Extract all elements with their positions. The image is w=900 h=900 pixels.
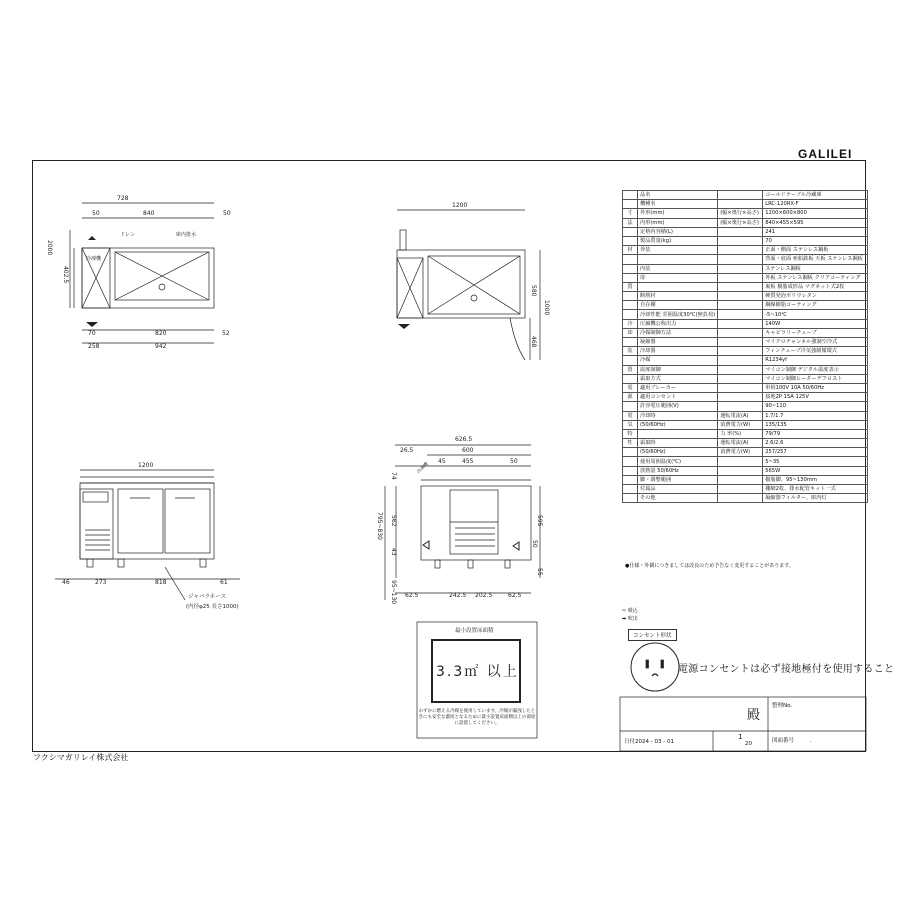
date: 日付2024 - 03 - 01 (624, 739, 674, 745)
spec-row (623, 282, 868, 291)
spec-key: 霜取時 (638, 439, 718, 448)
dim-label: 580 (530, 285, 537, 297)
spec-subkey (718, 236, 763, 245)
spec-value: キャピラリーチューブ (763, 328, 868, 337)
dim-label: 61 (220, 579, 228, 586)
spec-group: 気 (623, 420, 638, 429)
part-label: ドレン (120, 232, 135, 238)
spec-key: 断熱材 (638, 292, 718, 301)
spec-key: 脚・調整範囲 (638, 475, 718, 484)
part-label: 冷凍機 (416, 461, 430, 475)
intake-arrow-icon (88, 236, 96, 240)
spec-key: 付属品 (638, 485, 718, 494)
spec-key: (50/60Hz) (638, 448, 718, 457)
spec-value: 70 (763, 236, 868, 245)
spec-key: 霜取方式 (638, 374, 718, 383)
spec-key (638, 429, 718, 438)
spec-key: 製品質量(kg) (638, 236, 718, 245)
spec-row (623, 209, 868, 218)
spec-key: 内装 (638, 264, 718, 273)
exhaust-label: 吹出 (627, 616, 638, 622)
exhaust-arrow-icon (86, 322, 98, 327)
spec-value: 凝縮器フィルター、庫内灯 (763, 494, 868, 503)
spec-key: 冷媒 (638, 356, 718, 365)
intake-label: 吸込 (627, 608, 638, 614)
spec-group (623, 485, 638, 494)
spec-key: 圧縮機公称出力 (638, 319, 718, 328)
spec-subkey (718, 328, 763, 337)
spec-value: 正面・側面 ステンレス鋼板 (763, 246, 868, 255)
company-name: フクシマガリレイ株式会社 (33, 753, 129, 762)
spec-key: 温度制御 (638, 365, 718, 374)
intake-arrow-icon (513, 542, 519, 550)
spec-subkey (718, 347, 763, 356)
spec-key: 冷却時 (638, 411, 718, 420)
outlet-message: 電源コンセントは必ず接地極付を使用すること (678, 664, 895, 675)
dim-label: 626.5 (455, 436, 473, 443)
spec-note: ●仕様・外観につきましては改良のため予告なく変更することがあります。 (625, 563, 794, 569)
spec-group: 質 (623, 282, 638, 291)
spec-key: 適用ブレーカー (638, 383, 718, 392)
dim-label: 62.5 (508, 592, 522, 599)
spec-row (623, 236, 868, 245)
spec-key: 機種名 (638, 200, 718, 209)
intake-arrow-icon (423, 541, 429, 549)
spec-row (623, 485, 868, 494)
dim-label: 468 (530, 336, 537, 348)
install-area-value: 3.3㎡ 以上 (436, 664, 519, 680)
drawing-number: . (810, 738, 812, 744)
dim-label: 1200 (138, 462, 154, 469)
spec-group (623, 466, 638, 475)
dim-label: 50 (223, 210, 231, 217)
spec-row (623, 457, 868, 466)
spec-row (623, 356, 868, 365)
scale-numerator: 1 (738, 733, 743, 741)
spec-subkey (718, 246, 763, 255)
spec-group (623, 301, 638, 310)
spec-row (623, 466, 868, 475)
spec-row (623, 383, 868, 392)
hose-label: ジャバラホース (188, 594, 227, 600)
spec-key: 許容電圧範囲(V) (638, 402, 718, 411)
spec-value: 90~110 (763, 402, 868, 411)
spec-subkey (718, 292, 763, 301)
spec-key: 適用コンセント (638, 393, 718, 402)
spec-value: 135/135 (763, 420, 868, 429)
dim-label: 202.5 (475, 592, 493, 599)
spec-subkey (718, 485, 763, 494)
spec-group: 却 (623, 328, 638, 337)
spec-table (622, 190, 868, 503)
customer-suffix: 殿 (747, 708, 761, 723)
spec-key: 自在棚 (638, 301, 718, 310)
spec-key (638, 282, 718, 291)
spec-subkey (718, 310, 763, 319)
spec-subkey: 消費電力(W) (718, 448, 763, 457)
exhaust-arrow-icon (398, 324, 410, 329)
spec-value: 1200×600×800 (763, 209, 868, 218)
drawing-number-label: 図面番号 (772, 738, 795, 744)
spec-subkey (718, 282, 763, 291)
spec-group (623, 236, 638, 245)
spec-subkey (718, 457, 763, 466)
spec-value: フィンチューブ冷気強制循環式 (763, 347, 868, 356)
dim-label: 820 (155, 330, 167, 337)
spec-row (623, 448, 868, 457)
spec-key: 定格内容積(L) (638, 227, 718, 236)
spec-group (623, 292, 638, 301)
spec-group: 材 (623, 246, 638, 255)
spec-row (623, 402, 868, 411)
dim-label: 26.5 (400, 447, 414, 454)
spec-value: 565W (763, 466, 868, 475)
spec-subkey (718, 402, 763, 411)
dim-label: 62.5 (405, 592, 419, 599)
dim-label: 50 (531, 540, 538, 548)
spec-value: 2.6/2.6 (763, 439, 868, 448)
spec-subkey (718, 191, 763, 200)
spec-row (623, 494, 868, 503)
scale-denominator: 20 (745, 741, 752, 747)
spec-row (623, 429, 868, 438)
spec-value: 241 (763, 227, 868, 236)
spec-group (623, 255, 638, 264)
spec-value: マイコン制御ヒーターデフロスト (763, 374, 868, 383)
spec-key: 冷却器 (638, 347, 718, 356)
spec-key: 冷却性能 雰囲温度30℃(無負荷) (638, 310, 718, 319)
spec-key: 扉 (638, 273, 718, 282)
spec-row (623, 292, 868, 301)
spec-group: 電 (623, 411, 638, 420)
spec-row (623, 365, 868, 374)
install-area-title: 最小設置床面積 (455, 628, 494, 634)
spec-subkey (718, 200, 763, 209)
spec-group: 法 (623, 218, 638, 227)
spec-group: 冷 (623, 319, 638, 328)
spec-key: 冷媒制御方法 (638, 328, 718, 337)
spec-subkey (718, 338, 763, 347)
spec-value: R1234yf (763, 356, 868, 365)
plan-view-right (397, 210, 540, 360)
front-elevation (55, 470, 240, 600)
spec-group (623, 227, 638, 236)
spec-value: 257/257 (763, 448, 868, 457)
spec-value: 840×455×595 (763, 218, 868, 227)
spec-group: 寸 (623, 209, 638, 218)
spec-group (623, 475, 638, 484)
dim-label: 942 (155, 343, 167, 350)
spec-group: 特 (623, 429, 638, 438)
spec-subkey (718, 383, 763, 392)
spec-value: 140W (763, 319, 868, 328)
install-area-note: わずかに燃える冷媒を使用しています。冷媒が漏洩したときにも安全な濃度となるために最小設置床面積以上の部屋に設置してください。 (418, 709, 536, 726)
legend-exhaust (622, 615, 638, 622)
spec-group (623, 402, 638, 411)
spec-key: その他 (638, 494, 718, 503)
spec-row (623, 227, 868, 236)
outlet-icon (631, 643, 679, 691)
spec-row (623, 393, 868, 402)
spec-row (623, 319, 868, 328)
spec-value: マイコン制御 デジタル温度表示 (763, 365, 868, 374)
spec-row (623, 246, 868, 255)
side-elevation (385, 445, 540, 600)
part-label: 冷凍機 (86, 256, 102, 262)
dim-label: 728 (117, 195, 129, 202)
spec-group (623, 338, 638, 347)
spec-group (623, 457, 638, 466)
dim-label: 52 (222, 330, 230, 337)
spec-value: LRC-120RX-F (763, 200, 868, 209)
spec-value: -5~10℃ (763, 310, 868, 319)
spec-key: 外装 (638, 246, 718, 255)
legend-intake (622, 607, 638, 614)
spec-key: (50/60Hz) (638, 420, 718, 429)
spec-row (623, 338, 868, 347)
spec-row (623, 411, 868, 420)
spec-key (638, 255, 718, 264)
spec-group (623, 273, 638, 282)
spec-row (623, 347, 868, 356)
spec-group (623, 356, 638, 365)
dim-label: 74 (390, 472, 397, 480)
spec-row (623, 255, 868, 264)
dim-label: 795~830 (376, 512, 383, 540)
spec-row (623, 439, 868, 448)
dim-label: 402.5 (62, 266, 69, 284)
dim-label: 562 (390, 515, 397, 527)
spec-subkey: 運転電流(A) (718, 411, 763, 420)
spec-group (623, 448, 638, 457)
spec-group: 装 (623, 347, 638, 356)
spec-subkey (718, 374, 763, 383)
spec-key: 放熱量 50/60Hz (638, 466, 718, 475)
spec-group: 性 (623, 439, 638, 448)
spec-subkey (718, 393, 763, 402)
dim-label: 600 (462, 447, 474, 454)
dim-label: 818 (155, 579, 167, 586)
spec-subkey (718, 319, 763, 328)
spec-row (623, 191, 868, 200)
spec-row (623, 310, 868, 319)
hose-spec: (内径φ25 長さ1000) (186, 604, 239, 610)
spec-value: 背面・底面 亜鉛鉄板 天板 ステンレス鋼板 (763, 255, 868, 264)
spec-group: 電 (623, 383, 638, 392)
spec-group: 置 (623, 365, 638, 374)
spec-subkey: (幅×奥行×高さ) (718, 209, 763, 218)
dim-label: 70 (88, 330, 96, 337)
intake-icon: ⇨ (622, 608, 627, 614)
dim-label: 258 (88, 343, 100, 350)
spec-row (623, 218, 868, 227)
spec-subkey (718, 356, 763, 365)
spec-group (623, 310, 638, 319)
spec-key: 内形(mm) (638, 218, 718, 227)
dim-label: 2000 (46, 240, 53, 256)
spec-value: マイクロチャンネル強制空冷式 (763, 338, 868, 347)
spec-group (623, 200, 638, 209)
spec-subkey (718, 475, 763, 484)
spec-value: 裏板 樹脂成形品 マグネット式2枚 (763, 282, 868, 291)
spec-group (623, 264, 638, 273)
outlet-title: コンセント形状 (628, 629, 677, 641)
dim-label: 1200 (452, 202, 468, 209)
dimension-labels (46, 195, 550, 680)
spec-row (623, 374, 868, 383)
spec-value: 79/79 (763, 429, 868, 438)
spec-value: 5~35 (763, 457, 868, 466)
dim-label: 50 (92, 210, 100, 217)
dim-label: 595 (536, 515, 543, 527)
spec-subkey (718, 255, 763, 264)
spec-subkey (718, 365, 763, 374)
spec-subkey: 力 率(%) (718, 429, 763, 438)
spec-subkey (718, 264, 763, 273)
spec-row (623, 475, 868, 484)
dim-label: 55 (536, 568, 543, 576)
spec-subkey: (幅×奥行×高さ) (718, 218, 763, 227)
spec-group: 源 (623, 393, 638, 402)
registration-label: 整理No. (772, 703, 793, 709)
brand-logo: GALILEI (798, 147, 853, 161)
spec-key: 凝縮器 (638, 338, 718, 347)
part-label: 庫内排水 (176, 232, 197, 238)
spec-value: 接地2P 15A 125V (763, 393, 868, 402)
spec-subkey: 運転電流(A) (718, 439, 763, 448)
dim-label: 95~130 (390, 580, 397, 605)
spec-subkey (718, 227, 763, 236)
spec-value: コールドテーブル冷蔵庫 (763, 191, 868, 200)
spec-subkey (718, 494, 763, 503)
spec-subkey: 消費電力(W) (718, 420, 763, 429)
dim-label: 1000 (543, 300, 550, 316)
spec-row (623, 301, 868, 310)
spec-row (623, 273, 868, 282)
spec-subkey (718, 273, 763, 282)
spec-group (623, 494, 638, 503)
dim-label: 46 (62, 579, 70, 586)
spec-row (623, 328, 868, 337)
dim-label: 43 (390, 548, 397, 556)
spec-subkey (718, 466, 763, 475)
dim-label: 273 (95, 579, 107, 586)
spec-value: 樹脂脚、95~130mm (763, 475, 868, 484)
exhaust-icon: ➡ (622, 616, 627, 622)
spec-group (623, 191, 638, 200)
spec-row (623, 264, 868, 273)
spec-subkey (718, 301, 763, 310)
dim-label: 50 (510, 458, 518, 465)
spec-value: 1.7/1.7 (763, 411, 868, 420)
spec-row (623, 420, 868, 429)
spec-key: 使用周囲温度(℃) (638, 457, 718, 466)
spec-value: 鋼線樹脂コーティング (763, 301, 868, 310)
spec-value: 硬質発泡ポリウレタン (763, 292, 868, 301)
spec-row (623, 200, 868, 209)
dim-label: 242.5 (449, 592, 467, 599)
dim-label: 455 (462, 458, 474, 465)
spec-value: 棚網2枚、排水配管キット一式 (763, 485, 868, 494)
dim-label: 45 (438, 458, 446, 465)
spec-key: 外形(mm) (638, 209, 718, 218)
dim-label: 840 (143, 210, 155, 217)
spec-group (623, 374, 638, 383)
spec-key: 品名 (638, 191, 718, 200)
spec-value: 外板 ステンレス鋼板 クリアコーティング (763, 273, 868, 282)
spec-value: 単相100V 10A 50/60Hz (763, 383, 868, 392)
spec-value: ステンレス鋼板 (763, 264, 868, 273)
